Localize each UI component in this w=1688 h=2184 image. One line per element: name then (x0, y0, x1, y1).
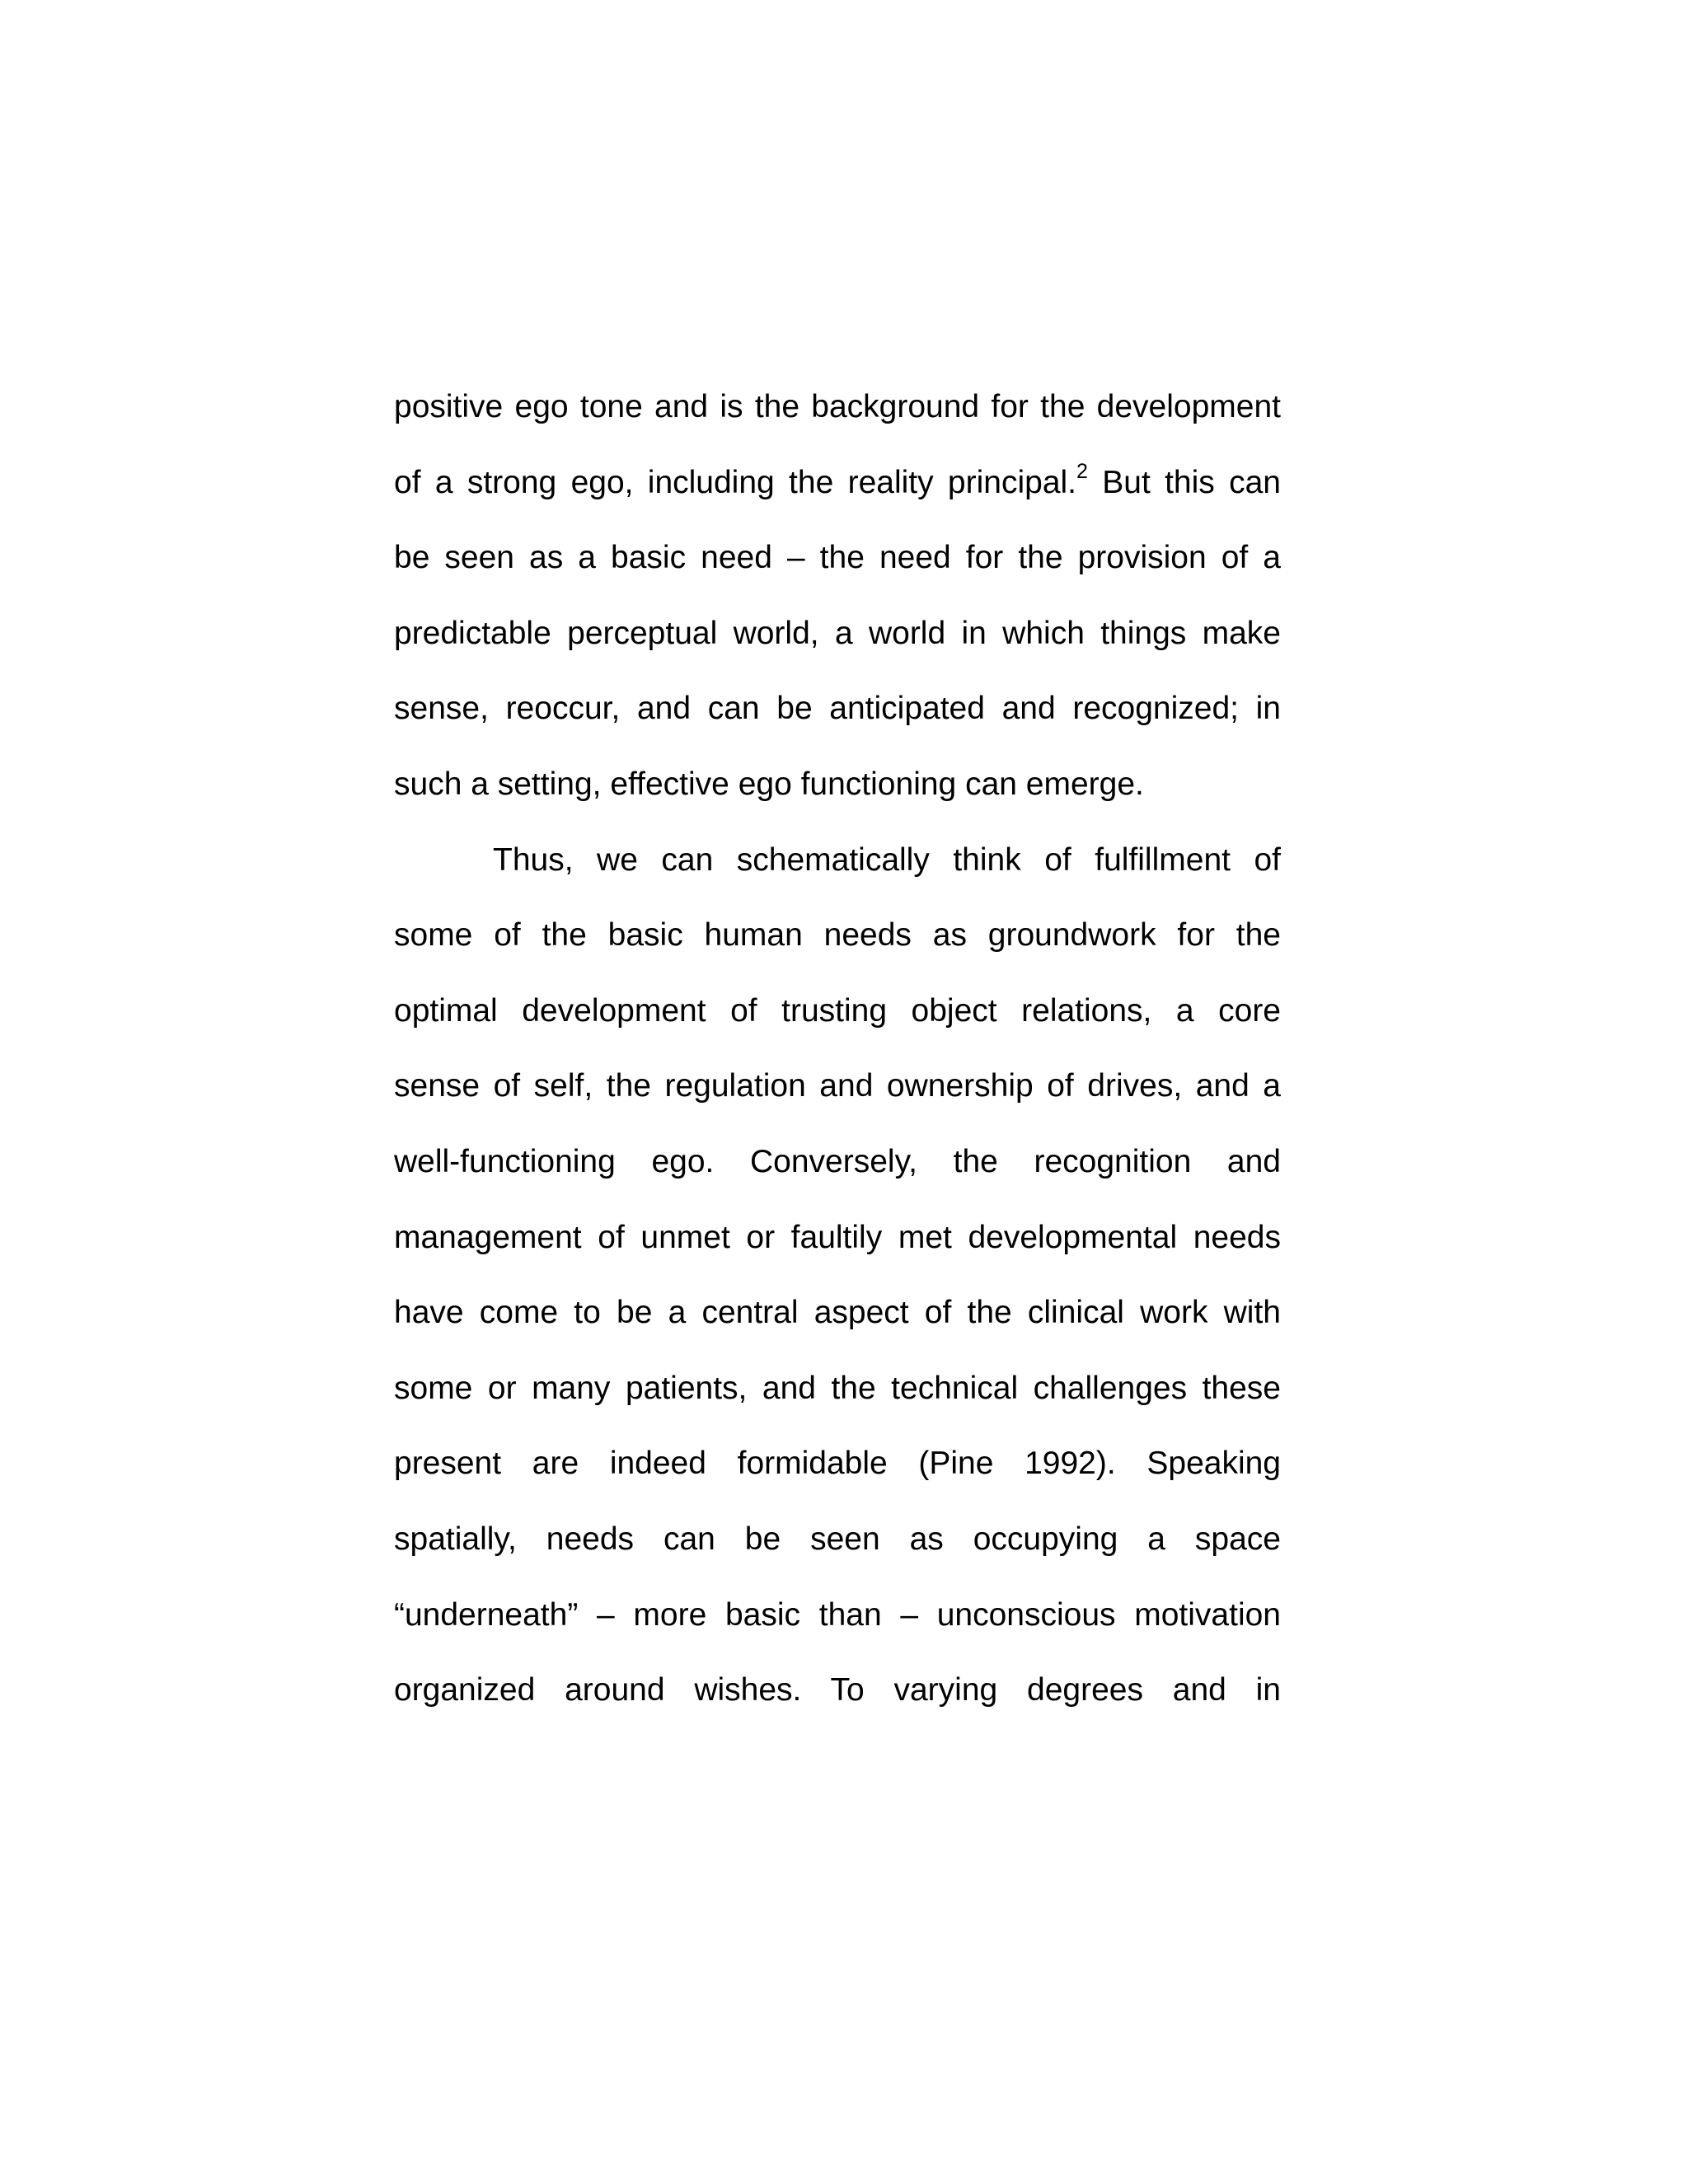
paragraph-last-line (394, 747, 1281, 823)
paragraph-first-line (394, 823, 1281, 898)
body-text (394, 369, 1281, 1728)
text-line (394, 898, 1281, 973)
text-line (394, 445, 1281, 521)
line-text: positive ego tone and is the background for the development (394, 389, 1281, 424)
text-line (394, 1652, 1281, 1728)
line-text: be seen as a basic need – the need for the provision of a (394, 540, 1281, 576)
line-text: spatially, needs can be seen as occupying a space (394, 1521, 1281, 1557)
line-text: predictable perceptual world, a world in which things make (394, 615, 1281, 651)
line-text: of a strong ego, including the reality principal. (394, 464, 1077, 500)
text-line (394, 520, 1281, 596)
text-line (394, 369, 1281, 445)
line-text: some or many patients, and the technical challenges these (394, 1370, 1281, 1406)
footnote-marker: 2 (1076, 459, 1088, 483)
text-line (394, 671, 1281, 747)
line-text: sense, reoccur, and can be anticipated and recognized; in (394, 691, 1281, 727)
line-text: “underneath” – more basic than – unconscious motivation (394, 1596, 1281, 1633)
text-line (394, 596, 1281, 672)
line-text: have come to be a central aspect of the clinical work with (394, 1295, 1281, 1331)
line-text: management of unmet or faultily met developmental needs (394, 1219, 1281, 1255)
text-line (394, 1124, 1281, 1200)
text-line (394, 1200, 1281, 1276)
line-text: such a setting, effective ego functioning can emerge. (394, 766, 1144, 802)
text-line (394, 1502, 1281, 1577)
line-text: sense of self, the regulation and ownership of drives, and a (394, 1068, 1281, 1104)
text-line (394, 1426, 1281, 1502)
line-text: some of the basic human needs as groundwork for the (394, 917, 1281, 954)
line-text: optimal development of trusting object relations, a core (394, 992, 1281, 1029)
line-text-continued: But this can (1087, 464, 1281, 500)
text-line (394, 1048, 1281, 1124)
line-text: present are indeed formidable (Pine 1992). Speaking (394, 1446, 1281, 1482)
line-text: Thus, we can schematically think of fulfillment of (493, 841, 1281, 878)
text-line (394, 1577, 1281, 1653)
text-line (394, 973, 1281, 1049)
text-line (394, 1351, 1281, 1427)
line-text: well-functioning ego. Conversely, the recognition and (394, 1143, 1281, 1179)
text-line (394, 1275, 1281, 1351)
line-text: organized around wishes. To varying degrees and in (394, 1672, 1281, 1708)
